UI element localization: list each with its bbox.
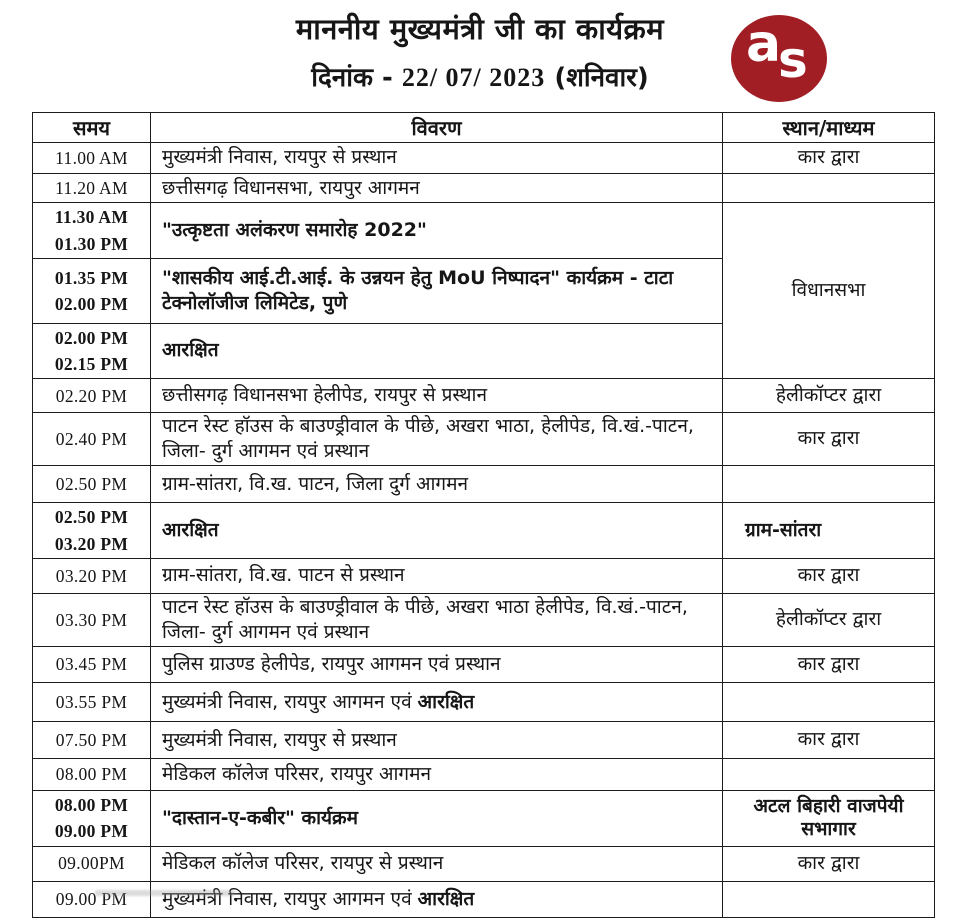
details-cell: मुख्यमंत्री निवास, रायपुर से प्रस्थान [151, 722, 723, 759]
place-cell: अटल बिहारी वाजपेयी सभागार [723, 791, 935, 847]
place-cell [723, 174, 935, 203]
table-row [33, 379, 935, 413]
place-cell: कार द्वारा [723, 722, 935, 759]
reserved-label: आरक्षित [417, 887, 475, 910]
details-cell: आरक्षित [151, 323, 723, 379]
details-cell: छत्तीसगढ़ विधानसभा, रायपुर आगमन [151, 174, 723, 203]
time-cell: 03.55 PM [33, 683, 151, 722]
table-row [33, 558, 935, 593]
time-cell: 03.20 PM [33, 558, 151, 593]
place-cell: कार द्वारा [723, 846, 935, 881]
place-cell: कार द्वारा [723, 143, 935, 174]
details-cell: मुख्यमंत्री निवास, रायपुर से प्रस्थान [151, 143, 723, 174]
table-row [33, 174, 935, 203]
time-cell: 01.35 PM 02.00 PM [33, 258, 151, 323]
table-row [33, 466, 935, 503]
table-row [33, 881, 935, 917]
time-cell: 11.00 AM [33, 143, 151, 174]
table-row [33, 759, 935, 791]
time-cell: 08.00 PM [33, 759, 151, 791]
time-cell: 11.30 AM 01.30 PM [33, 203, 151, 259]
table-row [33, 846, 935, 881]
details-cell: "उत्कृष्टता अलंकरण समारोह 2022" [151, 203, 723, 259]
place-cell: हेलीकॉप्टर द्वारा [723, 593, 935, 646]
details-cell: ग्राम-सांतरा, वि.ख. पाटन, जिला दुर्ग आगमन [151, 466, 723, 503]
details-cell: पाटन रेस्ट हॉउस के बाउण्ड्रीवाल के पीछे, अखरा भाठा हेलीपेड, वि.खं.-पाटन, जिला- दुर्ग आगमन एवं प्रस्थान [151, 593, 723, 646]
table-row [33, 413, 935, 466]
time-cell: 08.00 PM 09.00 PM [33, 791, 151, 847]
date-value: 22/ 07/ 2023 [401, 62, 546, 92]
reserved-label: आरक्षित [417, 690, 475, 713]
logo-letter-s: s [778, 31, 808, 89]
table-row [33, 722, 935, 759]
place-cell [723, 466, 935, 503]
column-header-place: स्थान/माध्यम [723, 113, 935, 143]
details-cell: पुलिस ग्राउण्ड हेलीपेड, रायपुर आगमन एवं प्रस्थान [151, 647, 723, 683]
place-cell: कार द्वारा [723, 647, 935, 683]
table-row [33, 203, 935, 259]
time-cell: 09.00PM [33, 846, 151, 881]
time-cell: 02.40 PM [33, 413, 151, 466]
table-row [33, 791, 935, 847]
place-cell: ग्राम-सांतरा [723, 503, 935, 559]
table-row [33, 593, 935, 646]
details-cell: ग्राम-सांतरा, वि.ख. पाटन से प्रस्थान [151, 558, 723, 593]
place-cell: हेलीकॉप्टर द्वारा [723, 379, 935, 413]
time-cell: 02.50 PM 03.20 PM [33, 503, 151, 559]
time-cell: 07.50 PM [33, 722, 151, 759]
as-logo [731, 15, 827, 102]
details-cell: "दास्तान-ए-कबीर" कार्यक्रम [151, 791, 723, 847]
page-title: माननीय मुख्यमंत्री जी का कार्यक्रम [295, 12, 665, 46]
scan-artifact [95, 890, 235, 896]
date-weekday: (शनिवार) [554, 62, 649, 93]
time-cell: 02.20 PM [33, 379, 151, 413]
details-cell: मुख्यमंत्री निवास, रायपुर आगमन एवं आरक्षित [151, 881, 723, 917]
details-cell: छत्तीसगढ़ विधानसभा हेलीपेड, रायपुर से प्रस्थान [151, 379, 723, 413]
table-row [33, 143, 935, 174]
time-cell: 02.50 PM [33, 466, 151, 503]
details-cell: मेडिकल कॉलेज परिसर, रायपुर से प्रस्थान [151, 846, 723, 881]
place-cell: कार द्वारा [723, 558, 935, 593]
table-row [33, 683, 935, 722]
place-cell [723, 759, 935, 791]
date-label: दिनांक - [311, 62, 393, 93]
time-cell: 11.20 AM [33, 174, 151, 203]
details-cell: "शासकीय आई.टी.आई. के उन्नयन हेतु MoU निष्पादन" कार्यक्रम - टाटा टेक्नोलॉजीज लिमिटेड, पुणे [151, 258, 723, 323]
place-cell-merged: विधानसभा [723, 203, 935, 379]
table-header-row [33, 113, 935, 143]
column-header-time: समय [33, 113, 151, 143]
schedule-table [32, 112, 935, 918]
table-row [33, 503, 935, 559]
logo-letter-a: a [746, 14, 782, 74]
time-cell: 09.00 PM [33, 881, 151, 917]
column-header-details: विवरण [151, 113, 723, 143]
document-header [240, 12, 720, 94]
details-cell: मुख्यमंत्री निवास, रायपुर आगमन एवं आरक्षित [151, 683, 723, 722]
details-cell: मेडिकल कॉलेज परिसर, रायपुर आगमन [151, 759, 723, 791]
place-cell [723, 683, 935, 722]
place-cell [723, 881, 935, 917]
details-cell: पाटन रेस्ट हॉउस के बाउण्ड्रीवाल के पीछे, अखरा भाठा, हेलीपेड, वि.खं.-पाटन, जिला- दुर्ग आगमन एवं प्रस्थान [151, 413, 723, 466]
place-cell: कार द्वारा [723, 413, 935, 466]
table-row [33, 647, 935, 683]
date-line [240, 58, 720, 94]
time-cell: 03.30 PM [33, 593, 151, 646]
details-cell: आरक्षित [151, 503, 723, 559]
time-cell: 03.45 PM [33, 647, 151, 683]
time-cell: 02.00 PM 02.15 PM [33, 323, 151, 379]
